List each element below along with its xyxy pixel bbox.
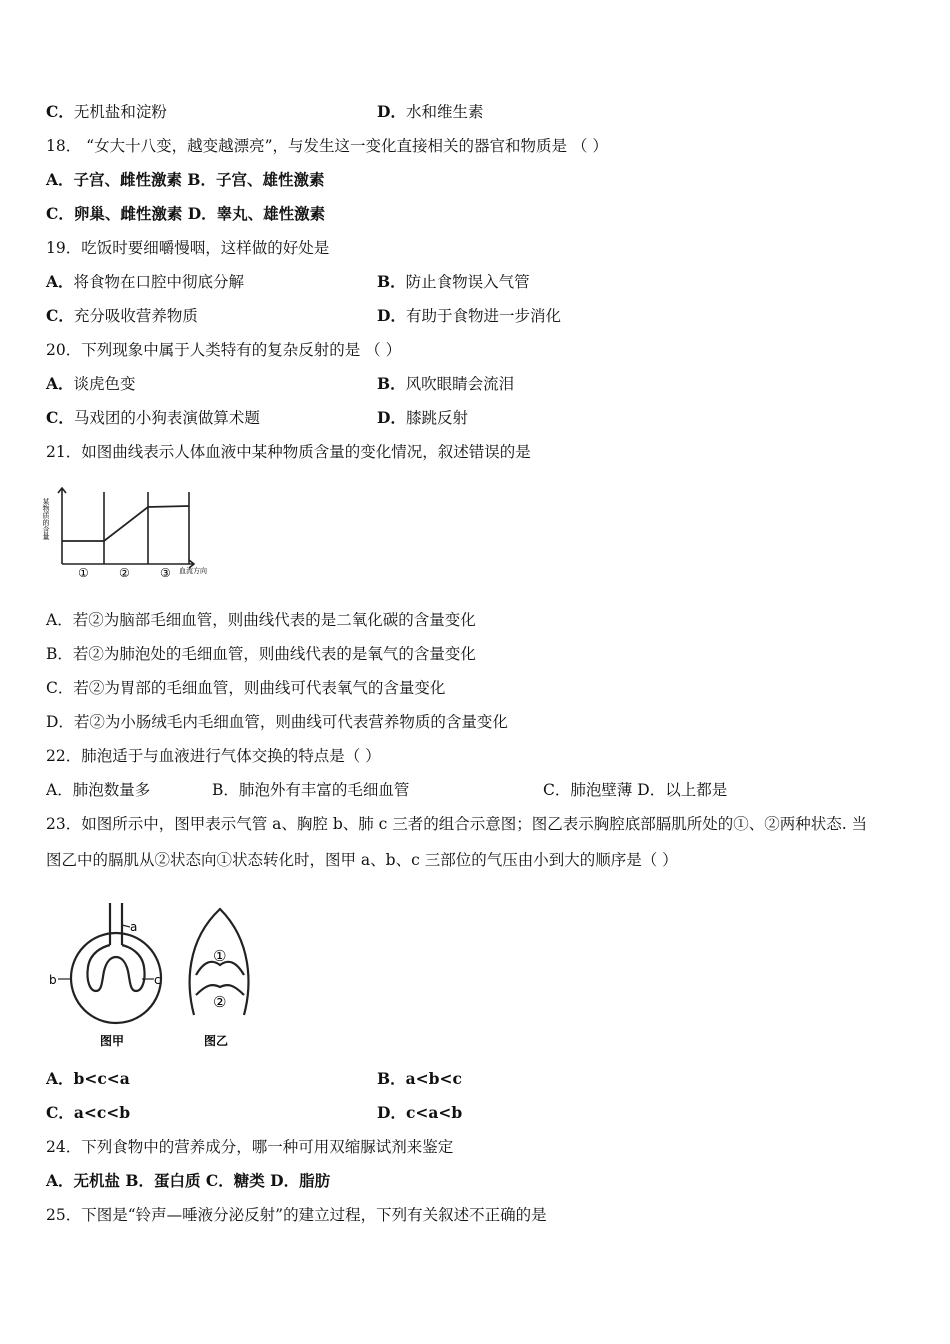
caption-jia: 图甲	[100, 1034, 125, 1048]
label-b: b	[49, 973, 57, 987]
q23-stem-line2: 图乙中的膈肌从②状态向①状态转化时，图甲 a、b、c 三部位的气压由小到大的顺序是（ ）	[46, 851, 678, 869]
option-letter: A．	[46, 1069, 74, 1088]
q22-option-b: B．肺泡外有丰富的毛细血管	[212, 781, 410, 799]
q24-stem: 24．下列食物中的营养成分，哪一种可用双缩脲试剂来鉴定	[46, 1138, 454, 1156]
option-letter: B．	[377, 1069, 406, 1088]
label-a-pointer	[122, 925, 130, 927]
q21-stem: 21．如图曲线表示人体血液中某种物质含量的变化情况，叙述错误的是	[46, 443, 531, 461]
q23-respiratory-diagram	[44, 895, 284, 1055]
q22-stem: 22．肺泡适于与血液进行气体交换的特点是（ ）	[46, 747, 381, 765]
left-lung	[87, 945, 116, 991]
q20-option-d	[377, 408, 468, 428]
x-axis-label: 血流方向	[179, 567, 207, 575]
segment-label-3: ③	[160, 566, 171, 580]
option-letter: D．	[377, 306, 406, 325]
label-c: c	[154, 973, 161, 987]
q19-option-a	[46, 272, 244, 292]
q25-stem: 25．下图是“铃声—唾液分泌反射”的建立过程，下列有关叙述不正确的是	[46, 1206, 547, 1224]
q20-stem: 20．下列现象中属于人类特有的复杂反射的是 （ ）	[46, 341, 402, 359]
option-letter: D．	[377, 1103, 406, 1122]
y-axis-label: 某物质的含量	[42, 498, 50, 540]
option-text: a<b<c	[405, 1069, 462, 1088]
option-letter: A．	[46, 374, 74, 393]
q20-option-c	[46, 408, 260, 428]
option-letter: C．	[46, 1103, 74, 1122]
option-text: 马戏团的小狗表演做算术题	[73, 409, 260, 427]
option-letter: D．	[377, 102, 406, 121]
option-text: c<a<b	[405, 1103, 463, 1122]
q22-option-cd: C．肺泡壁薄 D．以上都是	[543, 781, 728, 799]
option-text: 防止食物误入气管	[405, 273, 530, 291]
option-letter: D．	[377, 408, 406, 427]
option-text: 谈虎色变	[73, 375, 136, 393]
q23-option-d	[377, 1103, 462, 1123]
q21-figure	[44, 484, 224, 584]
option-text: a<c<b	[73, 1103, 131, 1122]
option-letter: C．	[46, 306, 74, 325]
right-lung	[116, 945, 145, 991]
q18-stem: 18． “女大十八变，越变越漂亮”，与发生这一变化直接相关的器官和物质是 （ ）	[46, 137, 608, 155]
q21-option-b: B．若②为肺泡处的毛细血管，则曲线代表的是氧气的含量变化	[46, 645, 476, 663]
option-letter: C．	[46, 102, 74, 121]
option-text: 风吹眼睛会流泪	[405, 375, 515, 393]
q23-option-b	[377, 1069, 462, 1089]
q18-options-row2: C．卵巢、雌性激素 D．睾丸、雄性激素	[46, 204, 326, 223]
q23-figure	[44, 895, 284, 1055]
q20-option-a	[46, 374, 136, 394]
q19-option-d	[377, 306, 561, 326]
q19-option-c	[46, 306, 198, 326]
label-a: a	[130, 920, 138, 934]
q19-stem: 19．吃饭时要细嚼慢咽，这样做的好处是	[46, 239, 330, 257]
q22-option-a: A．肺泡数量多	[46, 781, 151, 799]
option-text: 充分吸收营养物质	[73, 307, 198, 325]
state-2-label: ②	[213, 993, 227, 1011]
segment-label-1: ①	[78, 566, 89, 580]
option-letter: A．	[46, 272, 74, 291]
q17-option-d	[377, 102, 483, 122]
option-letter: C．	[46, 408, 74, 427]
q17-option-c	[46, 102, 167, 122]
q23-option-c	[46, 1103, 130, 1123]
q21-option-c: C．若②为胃部的毛细血管，则曲线可代表氧气的含量变化	[46, 679, 446, 697]
q18-options-row1: A．子宫、雌性激素 B．子宫、雄性激素	[46, 170, 325, 189]
q19-option-b	[377, 272, 530, 292]
option-text: 膝跳反射	[405, 409, 468, 427]
caption-yi: 图乙	[204, 1034, 229, 1048]
q21-curve-diagram	[44, 484, 224, 584]
option-text: 无机盐和淀粉	[73, 103, 167, 121]
content-curve	[62, 506, 189, 541]
option-text: b<c<a	[73, 1069, 130, 1088]
q21-option-d: D．若②为小肠绒毛内毛细血管，则曲线可代表营养物质的含量变化	[46, 713, 508, 731]
q20-option-b	[377, 374, 514, 394]
figure-jia	[58, 903, 161, 1023]
q21-option-a: A．若②为脑部毛细血管，则曲线代表的是二氧化碳的含量变化	[46, 611, 476, 629]
option-text: 有助于食物进一步消化	[405, 307, 561, 325]
q24-options: A．无机盐 B．蛋白质 C．糖类 D．脂肪	[46, 1171, 331, 1190]
q23-stem-line1: 23．如图所示中，图甲表示气管 a、胸腔 b、肺 c 三者的组合示意图；图乙表示胸腔底部膈肌所处的①、②两种状态. 当	[46, 815, 868, 833]
chest-cavity-circle	[71, 933, 161, 1023]
option-text: 将食物在口腔中彻底分解	[73, 273, 245, 291]
option-text: 水和维生素	[405, 103, 484, 121]
segment-label-2: ②	[119, 566, 130, 580]
option-letter: B．	[377, 272, 406, 291]
option-letter: B．	[377, 374, 406, 393]
state-1-label: ①	[213, 947, 227, 965]
q23-option-a	[46, 1069, 130, 1089]
